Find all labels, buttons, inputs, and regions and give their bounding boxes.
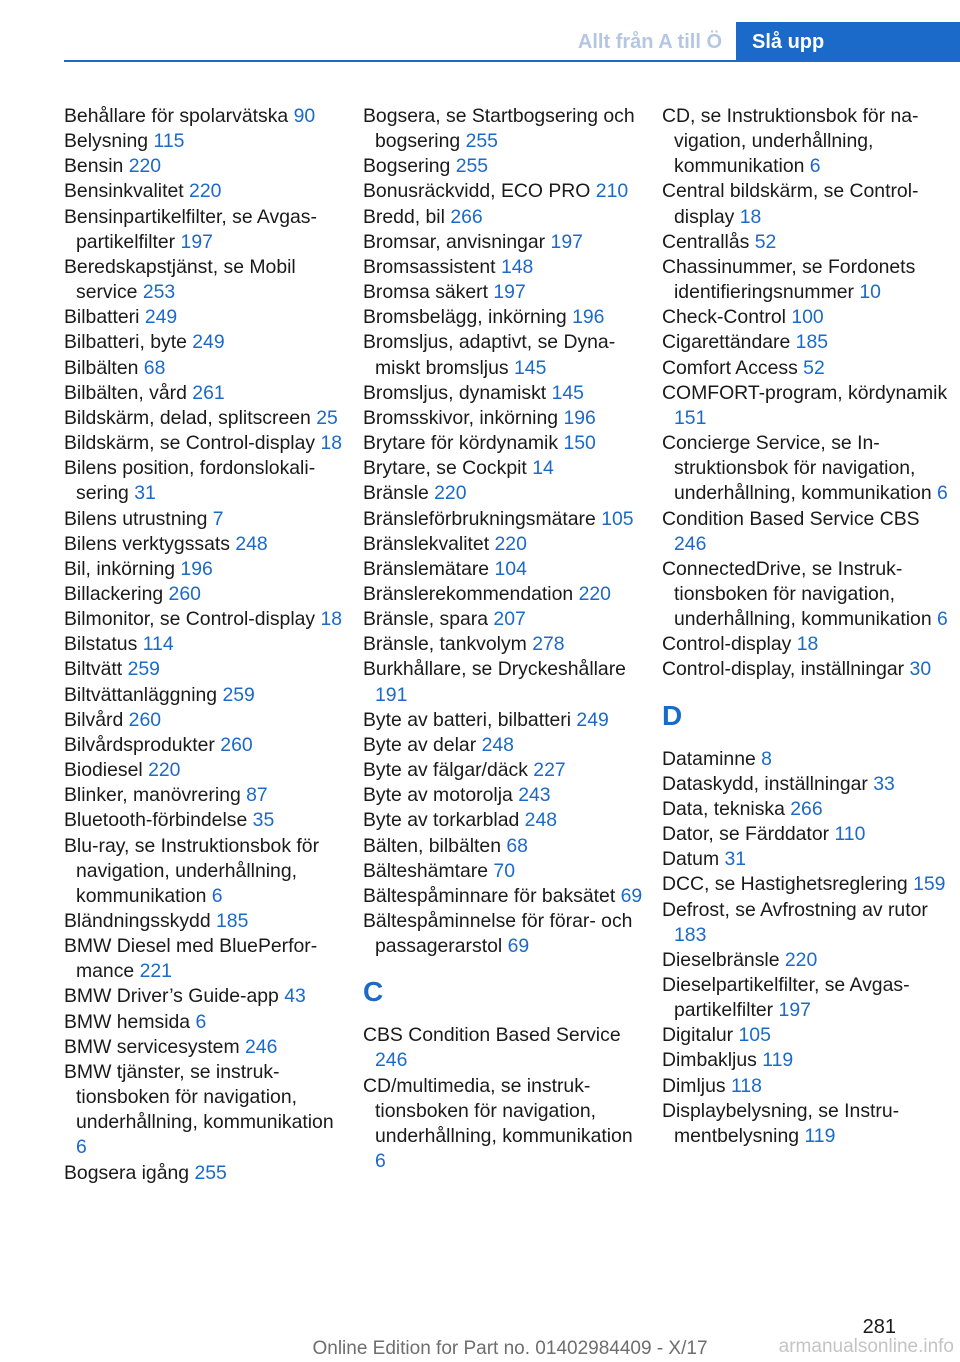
index-term: Byte av torkarblad	[363, 809, 520, 832]
index-term: Byte av fälgar/däck	[363, 759, 528, 782]
page-link[interactable]: 221	[139, 960, 172, 983]
page-link[interactable]: 25	[316, 406, 338, 429]
page-link[interactable]: 197	[180, 230, 213, 253]
index-term: Comfort Access	[662, 356, 798, 379]
page-link[interactable]: 18	[320, 432, 343, 455]
index-term: Bildskärm, delad, splitscreen	[64, 406, 311, 429]
page-link[interactable]: 68	[143, 356, 166, 379]
page-link[interactable]: 249	[576, 708, 609, 731]
index-entry	[64, 708, 344, 733]
index-entry	[662, 255, 952, 305]
index-term: Biltvättanläggning	[64, 683, 218, 706]
index-term: Bensin	[64, 155, 124, 178]
page-link[interactable]: 220	[494, 532, 527, 555]
page-link[interactable]: 220	[434, 482, 467, 505]
page-link[interactable]: 249	[192, 331, 225, 354]
index-term: Datum	[662, 848, 720, 871]
index-entry	[662, 104, 952, 179]
index-entry	[363, 154, 643, 179]
page-link[interactable]: 119	[804, 1124, 836, 1147]
page-link[interactable]: 246	[375, 1049, 408, 1072]
index-entry	[64, 808, 344, 833]
index-term: Control-display, inställningar	[662, 658, 905, 681]
index-entry	[363, 230, 643, 255]
page-link[interactable]: 261	[192, 381, 225, 404]
index-term: Byte av batteri, bilbatteri	[363, 708, 572, 731]
index-entry	[363, 179, 643, 204]
index-term: Billackering	[64, 582, 164, 605]
index-term: Bältespåminnare för baksätet	[363, 884, 616, 907]
index-term: Bälten, bilbälten	[363, 834, 501, 857]
page-link[interactable]: 253	[142, 281, 176, 304]
index-entry	[662, 872, 952, 897]
page-link[interactable]: 114	[142, 633, 174, 656]
page-link[interactable]: 6	[937, 482, 948, 505]
index-term: Bilmonitor, se Control-display	[64, 608, 316, 631]
page-link[interactable]: 248	[235, 532, 268, 555]
page-link[interactable]: 6	[211, 884, 223, 907]
index-term: ConnectedDrive, se Instruktionsboken för navigation, underhållning, kommunikation	[662, 557, 932, 631]
index-entry	[363, 507, 643, 532]
index-entry	[363, 632, 643, 657]
page-link[interactable]: 191	[375, 683, 408, 706]
index-term: Check-Control	[662, 306, 786, 329]
index-term: CD/multimedia, se instruktionsboken för navigation, underhållning, kommunikation	[363, 1074, 633, 1147]
page-link[interactable]: 31	[134, 482, 156, 505]
index-term: Bränsle	[363, 482, 429, 505]
watermark: armanualsonline.info	[778, 1336, 954, 1357]
index-term: Bromsar, anvisningar	[363, 230, 546, 253]
index-entry	[662, 305, 952, 330]
page-link[interactable]: 6	[937, 608, 948, 631]
index-term: Blinker, manövrering	[64, 784, 241, 807]
index-entry	[363, 834, 643, 859]
page-link[interactable]: 255	[465, 130, 498, 153]
index-entry	[64, 607, 344, 632]
index-entry	[662, 1023, 952, 1048]
page-link[interactable]: 18	[796, 633, 819, 656]
index-entry	[64, 104, 344, 129]
index-entry	[363, 708, 643, 733]
page-link[interactable]: 266	[790, 797, 823, 820]
header-bar	[0, 0, 960, 62]
index-term: Bromsljus, dynamiskt	[363, 381, 547, 404]
tab-all-a-to-o[interactable]: Allt från A till Ö	[577, 30, 722, 53]
index-term: Control-display	[662, 633, 792, 656]
index-term: Bromsa säkert	[363, 281, 488, 304]
page-link[interactable]: 43	[284, 985, 306, 1008]
index-term: Bensinpartikelfilter, se Avgaspartikelfilter	[64, 205, 317, 253]
index-entry	[64, 456, 344, 506]
index-entry	[662, 772, 952, 797]
index-term: Concierge Service, se Instruktionsbok för navigation, underhållning, kommunikation	[662, 432, 932, 505]
index-term: CBS Condition Based Service	[363, 1024, 621, 1047]
index-term: Bilstatus	[64, 633, 138, 656]
page-link[interactable]: 31	[724, 848, 747, 871]
index-entry	[64, 1035, 344, 1060]
page-link[interactable]: 249	[144, 306, 178, 329]
index-term: CD, se Instruktionsbok för navigation, underhållning, kommunikation	[662, 105, 919, 178]
page-link[interactable]: 246	[674, 532, 707, 555]
index-term: Dimbakljus	[662, 1049, 757, 1072]
index-entry	[64, 406, 344, 431]
index-term: Bromsljus, adaptivt, se Dynamiskt bromsljus	[363, 331, 616, 379]
page-link[interactable]: 14	[532, 457, 554, 480]
page-link[interactable]: 260	[220, 733, 253, 756]
page-link[interactable]: 105	[601, 507, 634, 530]
page-link[interactable]: 278	[532, 633, 565, 656]
page-link[interactable]: 148	[500, 255, 534, 278]
page-link[interactable]: 8	[761, 747, 772, 770]
index-entry	[662, 797, 952, 822]
index-column-3	[662, 104, 952, 1149]
page-link[interactable]: 255	[455, 155, 489, 178]
index-term: Blu-ray, se Instruktionsbok för navigation, underhållning, kommunikation	[64, 834, 320, 907]
index-entry	[64, 1010, 344, 1035]
index-entry	[662, 898, 952, 948]
page-link[interactable]: 210	[595, 180, 629, 203]
page-link[interactable]: 118	[730, 1074, 762, 1097]
index-term: Dataminne	[662, 747, 756, 770]
page-link[interactable]: 10	[859, 281, 881, 304]
tab-look-up[interactable]: Slå upp	[736, 22, 960, 62]
index-term: Bilbälten	[64, 356, 139, 379]
index-term: Dieselbränsle	[662, 948, 780, 971]
page-link[interactable]: 260	[128, 708, 162, 731]
index-entry	[64, 507, 344, 532]
index-term: Bilvård	[64, 708, 124, 731]
page-link[interactable]: 185	[795, 331, 829, 354]
page-link[interactable]: 90	[293, 105, 316, 127]
index-entry	[363, 280, 643, 305]
index-term: Dieselpartikelfilter, se Avgaspartikelfilter	[662, 974, 910, 1022]
index-entry	[64, 255, 344, 305]
index-term: Bilens verktygssats	[64, 532, 230, 555]
page-link[interactable]: 52	[754, 230, 777, 253]
index-term: Bildskärm, se Control-display	[64, 432, 316, 455]
index-entry	[363, 104, 643, 154]
page-link[interactable]: 159	[913, 873, 946, 896]
page-link[interactable]: 207	[493, 608, 526, 631]
index-entry	[363, 783, 643, 808]
page-link[interactable]: 52	[803, 356, 825, 379]
index-entry	[363, 909, 643, 959]
index-term: Cigarettändare	[662, 331, 791, 354]
page-link[interactable]: 145	[551, 381, 584, 404]
index-entry	[363, 607, 643, 632]
index-entry	[64, 632, 344, 657]
index-term: Digitalur	[662, 1024, 734, 1047]
page-link[interactable]: 259	[222, 683, 255, 706]
page-link[interactable]: 197	[778, 999, 811, 1022]
page-link[interactable]: 197	[550, 230, 583, 253]
index-term: Beredskapstjänst, se Mobil service	[64, 255, 296, 304]
index-term: Data, tekniska	[662, 797, 785, 820]
index-entry	[64, 557, 344, 582]
index-entry	[64, 984, 344, 1009]
index-entry	[662, 632, 952, 657]
index-entry	[662, 381, 952, 431]
page-link[interactable]: 220	[189, 180, 222, 203]
index-entry	[662, 431, 952, 506]
index-term: Bränslemätare	[363, 557, 490, 580]
page-link[interactable]: 115	[153, 130, 185, 153]
index-entry	[662, 557, 952, 632]
index-entry	[363, 808, 643, 833]
index-entry	[363, 884, 643, 909]
page-link[interactable]: 100	[791, 306, 824, 329]
index-entry	[363, 557, 643, 582]
index-entry	[662, 230, 952, 255]
page-link[interactable]: 35	[252, 809, 275, 832]
page-link[interactable]: 104	[494, 557, 527, 580]
index-entry	[64, 683, 344, 708]
index-column-1	[64, 104, 344, 1186]
index-entry	[363, 859, 643, 884]
index-entry	[64, 305, 344, 330]
index-entry	[662, 1099, 952, 1149]
index-entry	[64, 1161, 344, 1186]
index-entry	[64, 431, 344, 456]
page-link[interactable]: 30	[909, 658, 932, 681]
page-link[interactable]: 197	[493, 281, 526, 304]
index-entry	[363, 330, 643, 380]
index-entry	[64, 783, 344, 808]
index-term: Bältespåminnelse för förar- och passagerarstol	[363, 910, 633, 958]
index-entry	[64, 381, 344, 406]
page-link[interactable]: 196	[180, 557, 213, 580]
index-term: DCC, se Hastighetsreglering	[662, 873, 908, 896]
page-link[interactable]: 220	[128, 155, 162, 178]
index-term: Bromsskivor, inkörning	[363, 406, 559, 429]
index-term: Byte av delar	[363, 733, 477, 756]
page-link[interactable]: 243	[518, 784, 551, 807]
index-term: Biodiesel	[64, 759, 143, 782]
index-entry	[662, 179, 952, 229]
page-link[interactable]: 145	[514, 356, 547, 379]
page-link[interactable]: 150	[563, 432, 596, 455]
index-term: Byte av motorolja	[363, 784, 513, 807]
page-link[interactable]: 246	[245, 1035, 278, 1058]
index-entry	[662, 657, 952, 682]
index-entry	[64, 733, 344, 758]
section-letter: D	[662, 699, 683, 731]
index-term: BMW Driver’s Guide-app	[64, 985, 279, 1008]
index-term: Bensinkvalitet	[64, 180, 184, 203]
index-term: Centrallås	[662, 230, 750, 253]
page-link[interactable]: 255	[194, 1161, 227, 1184]
index-entry	[662, 1074, 952, 1099]
index-term: Bländningsskydd	[64, 910, 211, 932]
index-entry	[64, 582, 344, 607]
page-link[interactable]: 227	[533, 759, 566, 782]
index-entry	[363, 381, 643, 406]
page-link[interactable]: 185	[216, 910, 249, 932]
index-entry	[662, 507, 952, 557]
page-link[interactable]: 6	[76, 1136, 87, 1159]
index-entry	[662, 948, 952, 973]
index-entry	[64, 154, 344, 179]
index-term: Bil, inkörning	[64, 557, 176, 580]
index-entry	[662, 847, 952, 872]
index-entry	[662, 356, 952, 381]
index-term: Bluetooth-förbindelse	[64, 809, 248, 832]
index-entry	[64, 532, 344, 557]
index-term: Bränsleförbrukningsmätare	[363, 507, 596, 530]
index-term: BMW tjänster, se instruktionsboken för navigation, underhållning, kommunikation	[64, 1060, 334, 1134]
index-term: Bränslerekommendation	[363, 582, 574, 605]
index-term: Bälteshämtare	[363, 859, 489, 882]
index-term: Bilens utrustning	[64, 507, 208, 530]
page-link[interactable]: 33	[873, 772, 895, 795]
index-term: Bränsle, spara	[363, 608, 489, 631]
page-link[interactable]: 18	[320, 608, 343, 631]
page-link[interactable]: 248	[481, 733, 514, 756]
page-link[interactable]: 6	[375, 1150, 386, 1173]
index-term: Belysning	[64, 130, 149, 153]
index-term: Bromsbelägg, inkörning	[363, 306, 567, 329]
index-entry	[363, 456, 643, 481]
index-entry	[363, 406, 643, 431]
index-term: Bilbatteri	[64, 306, 140, 329]
index-entry	[64, 909, 344, 934]
index-entry	[363, 1074, 643, 1175]
index-entry	[64, 1060, 344, 1161]
index-entry	[64, 834, 344, 909]
index-term: Bredd, bil	[363, 205, 445, 228]
edition-footer: Online Edition for Part no. 01402984409 - X/17	[312, 1338, 708, 1359]
index-entry	[662, 973, 952, 1023]
index-entry	[363, 255, 643, 280]
index-entry	[662, 330, 952, 355]
page-link[interactable]: 105	[738, 1024, 771, 1047]
index-entry	[363, 305, 643, 330]
page-link[interactable]: 119	[762, 1049, 794, 1072]
index-term: COMFORT-program, kördynamik	[662, 381, 948, 404]
page-link[interactable]: 196	[572, 306, 605, 329]
index-entry	[363, 657, 643, 707]
index-term: Chassinummer, se Fordonets identifieringsnummer	[662, 255, 916, 304]
page-link[interactable]: 6	[195, 1010, 207, 1033]
page-link[interactable]: 196	[563, 406, 596, 429]
index-entry	[64, 179, 344, 204]
index-term: BMW servicesystem	[64, 1035, 240, 1058]
page-link[interactable]: 248	[524, 809, 558, 832]
index-term: Bilens position, fordonslokalisering	[64, 457, 316, 505]
index-entry	[363, 733, 643, 758]
page-link[interactable]: 69	[507, 935, 530, 958]
index-term: Burkhållare, se Dryckeshållare	[363, 658, 626, 681]
index-entry	[363, 758, 643, 783]
index-term: Dator, se Färddator	[662, 823, 830, 846]
index-entry	[662, 1048, 952, 1073]
page-link[interactable]: 220	[784, 948, 818, 971]
index-term: BMW Diesel med BluePerformance	[64, 935, 318, 983]
index-entry	[363, 582, 643, 607]
page-link[interactable]: 151	[674, 406, 707, 429]
index-term: Bränslekvalitet	[363, 532, 490, 555]
index-entry	[363, 1023, 643, 1073]
page-link[interactable]: 87	[246, 784, 268, 807]
index-term: Bilbatteri, byte	[64, 331, 187, 354]
index-entry	[64, 758, 344, 783]
index-entry	[662, 747, 952, 772]
page-link[interactable]: 259	[127, 658, 160, 681]
section-letter: C	[363, 976, 384, 1008]
index-term: Condition Based Service CBS	[662, 507, 920, 530]
page-link[interactable]: 220	[148, 759, 181, 782]
index-term: Bogsera igång	[64, 1161, 190, 1184]
index-entry	[64, 129, 344, 154]
page-link[interactable]: 69	[620, 884, 643, 907]
page-link[interactable]: 220	[578, 582, 611, 605]
index-entry	[64, 205, 344, 255]
index-entry	[64, 356, 344, 381]
index-term: Dimljus	[662, 1074, 726, 1097]
index-column-2	[363, 104, 643, 1174]
index-term: Dataskydd, inställningar	[662, 772, 868, 795]
index-term: Defrost, se Avfrostning av rutor	[662, 898, 928, 921]
index-term: Central bildskärm, se Control-display	[662, 180, 919, 228]
index-term: Bränsle, tankvolym	[363, 633, 527, 656]
page-link[interactable]: 6	[809, 155, 821, 178]
index-term: Brytare, se Cockpit	[363, 457, 527, 480]
page-link[interactable]: 183	[674, 923, 707, 946]
index-term: Bogsering	[363, 155, 451, 178]
index-term: Behållare för spolarvätska	[64, 105, 289, 127]
page-link[interactable]: 18	[739, 205, 762, 228]
index-entry	[64, 330, 344, 355]
page-link[interactable]: 260	[168, 582, 201, 605]
index-entry	[64, 934, 344, 984]
index-term: Bilvårdsprodukter	[64, 733, 215, 756]
index-term: BMW hemsida	[64, 1010, 191, 1033]
index-term: Biltvätt	[64, 658, 123, 681]
index-entry	[64, 657, 344, 682]
index-term: Bogsera, se Startbogsering och bogsering	[363, 105, 635, 153]
page-link[interactable]: 68	[506, 834, 528, 857]
page-link[interactable]: 110	[834, 823, 866, 846]
index-term: Bilbälten, vård	[64, 381, 187, 404]
header-divider	[64, 60, 960, 62]
index-entry	[363, 205, 643, 230]
index-term: Bonusräckvidd, ECO PRO	[363, 180, 591, 203]
index-entry	[363, 532, 643, 557]
index-entry	[363, 431, 643, 456]
index-entry	[662, 822, 952, 847]
page-link[interactable]: 70	[493, 859, 515, 882]
page-link[interactable]: 7	[212, 507, 224, 530]
index-term: Brytare för kördynamik	[363, 432, 559, 455]
index-term: Displaybelysning, se Instrumentbelysning	[662, 1099, 900, 1147]
page-link[interactable]: 266	[450, 205, 483, 228]
index-entry	[363, 481, 643, 506]
page-number: 281	[862, 1316, 896, 1338]
index-term: Bromsassistent	[363, 255, 496, 278]
